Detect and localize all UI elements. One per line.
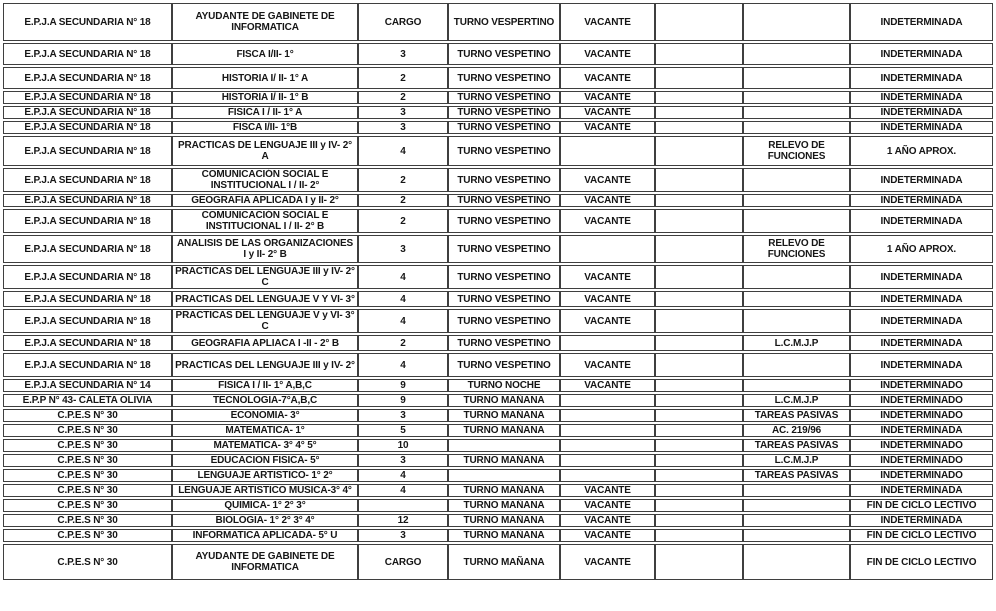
- cell-note: [743, 67, 850, 89]
- table-row: [3, 194, 993, 207]
- cell-subject: EDUCACION FISICA- 5°: [172, 454, 358, 467]
- cell-status: VACANTE: [560, 121, 655, 134]
- cell-shift: [448, 469, 560, 482]
- cell-duration: INDETERMINADA: [850, 209, 993, 233]
- cell-extra: [655, 43, 743, 65]
- cell-positions: 9: [358, 379, 448, 392]
- table-row: [3, 484, 993, 497]
- cell-shift: [448, 439, 560, 452]
- cell-shift: TURNO MAÑANA: [448, 394, 560, 407]
- cell-school: C.P.E.S N° 30: [3, 469, 172, 482]
- cell-school: E.P.J.A SECUNDARIA N° 18: [3, 194, 172, 207]
- cell-positions: 3: [358, 43, 448, 65]
- cell-positions: 3: [358, 106, 448, 119]
- cell-positions: 10: [358, 439, 448, 452]
- cell-note: TAREAS PASIVAS: [743, 409, 850, 422]
- cell-duration: INDETERMINADA: [850, 3, 993, 41]
- table-row: [3, 121, 993, 134]
- cell-extra: [655, 3, 743, 41]
- cell-note: [743, 529, 850, 542]
- cell-school: E.P.J.A SECUNDARIA N° 18: [3, 136, 172, 166]
- cell-positions: [358, 499, 448, 512]
- cell-status: VACANTE: [560, 529, 655, 542]
- cell-note: [743, 121, 850, 134]
- cell-extra: [655, 67, 743, 89]
- cell-shift: TURNO MAÑANA: [448, 499, 560, 512]
- cell-duration: INDETERMINADA: [850, 91, 993, 104]
- cell-extra: [655, 309, 743, 333]
- cell-note: [743, 194, 850, 207]
- cell-school: E.P.J.A SECUNDARIA N° 18: [3, 168, 172, 192]
- cell-duration: INDETERMINADA: [850, 265, 993, 289]
- cell-school: C.P.E.S N° 30: [3, 499, 172, 512]
- cell-subject: PRACTICAS DEL LENGUAJE V Y VI- 3°: [172, 291, 358, 307]
- cell-subject: FISICA I / II- 1° A: [172, 106, 358, 119]
- cell-status: [560, 136, 655, 166]
- cell-extra: [655, 394, 743, 407]
- cell-status: [560, 469, 655, 482]
- cell-duration: FIN DE CICLO LECTIVO: [850, 544, 993, 580]
- cell-status: VACANTE: [560, 194, 655, 207]
- cell-note: L.C.M.J.P: [743, 394, 850, 407]
- cell-note: [743, 499, 850, 512]
- cell-positions: 2: [358, 194, 448, 207]
- cell-school: E.P.J.A SECUNDARIA N° 18: [3, 121, 172, 134]
- table-row: [3, 335, 993, 351]
- cell-school: C.P.E.S N° 30: [3, 439, 172, 452]
- cell-shift: TURNO VESPETINO: [448, 309, 560, 333]
- cell-positions: 3: [358, 409, 448, 422]
- cell-subject: COMUNICACIÓN SOCIAL E INSTITUCIONAL I / II- 2° B: [172, 209, 358, 233]
- cell-shift: TURNO NOCHE: [448, 379, 560, 392]
- cell-extra: [655, 209, 743, 233]
- cell-note: RELEVO DE FUNCIONES: [743, 235, 850, 263]
- cell-duration: INDETERMINADA: [850, 106, 993, 119]
- cell-shift: TURNO MAÑANA: [448, 544, 560, 580]
- cell-shift: TURNO MAÑANA: [448, 454, 560, 467]
- cell-positions: 2: [358, 209, 448, 233]
- table-row: [3, 3, 993, 41]
- cell-school: C.P.E.S N° 30: [3, 544, 172, 580]
- table-row: [3, 409, 993, 422]
- cell-positions: 4: [358, 353, 448, 377]
- cell-subject: GEOGRAFIA APLICADA I y II- 2°: [172, 194, 358, 207]
- cell-positions: 3: [358, 121, 448, 134]
- cell-note: [743, 291, 850, 307]
- cell-school: E.P.J.A SECUNDARIA N° 18: [3, 43, 172, 65]
- cell-note: [743, 3, 850, 41]
- cell-extra: [655, 424, 743, 437]
- cell-duration: INDETERMINADA: [850, 67, 993, 89]
- table-row: [3, 544, 993, 580]
- cell-positions: 4: [358, 309, 448, 333]
- cell-extra: [655, 106, 743, 119]
- cell-duration: INDETERMINADO: [850, 439, 993, 452]
- cell-positions: 4: [358, 291, 448, 307]
- table-row: [3, 106, 993, 119]
- cell-status: VACANTE: [560, 43, 655, 65]
- cell-duration: INDETERMINADA: [850, 309, 993, 333]
- vacancy-table: [3, 1, 993, 582]
- cell-positions: 12: [358, 514, 448, 527]
- cell-extra: [655, 353, 743, 377]
- cell-duration: INDETERMINADO: [850, 394, 993, 407]
- cell-subject: PRACTICAS DEL LENGUAJE V y VI- 3° C: [172, 309, 358, 333]
- cell-positions: CARGO: [358, 544, 448, 580]
- cell-extra: [655, 454, 743, 467]
- cell-status: VACANTE: [560, 106, 655, 119]
- cell-school: C.P.E.S N° 30: [3, 424, 172, 437]
- cell-duration: FIN DE CICLO LECTIVO: [850, 529, 993, 542]
- cell-subject: QUIMICA- 1° 2° 3°: [172, 499, 358, 512]
- cell-duration: INDETERMINADA: [850, 168, 993, 192]
- cell-extra: [655, 265, 743, 289]
- cell-subject: HISTORIA I/ II- 1° B: [172, 91, 358, 104]
- cell-shift: TURNO VESPETINO: [448, 194, 560, 207]
- cell-note: L.C.M.J.P: [743, 335, 850, 351]
- cell-school: E.P.J.A SECUNDARIA N° 18: [3, 106, 172, 119]
- table-row: [3, 394, 993, 407]
- cell-positions: CARGO: [358, 3, 448, 41]
- cell-school: E.P.J.A SECUNDARIA N° 18: [3, 265, 172, 289]
- cell-subject: TECNOLOGIA-7°A,B,C: [172, 394, 358, 407]
- cell-school: C.P.E.S N° 30: [3, 484, 172, 497]
- cell-status: [560, 235, 655, 263]
- cell-note: [743, 106, 850, 119]
- cell-school: E.P.J.A SECUNDARIA N° 14: [3, 379, 172, 392]
- cell-subject: INFORMATICA APLICADA- 5° U: [172, 529, 358, 542]
- cell-status: VACANTE: [560, 291, 655, 307]
- cell-note: [743, 209, 850, 233]
- cell-status: VACANTE: [560, 353, 655, 377]
- cell-status: VACANTE: [560, 309, 655, 333]
- cell-shift: TURNO MAÑANA: [448, 484, 560, 497]
- cell-positions: 2: [358, 335, 448, 351]
- cell-shift: TURNO VESPETINO: [448, 291, 560, 307]
- cell-extra: [655, 136, 743, 166]
- cell-status: VACANTE: [560, 514, 655, 527]
- cell-school: E.P.J.A SECUNDARIA N° 18: [3, 91, 172, 104]
- cell-shift: TURNO VESPETINO: [448, 235, 560, 263]
- cell-duration: 1 AÑO APROX.: [850, 235, 993, 263]
- cell-note: [743, 484, 850, 497]
- cell-subject: HISTORIA I/ II- 1° A: [172, 67, 358, 89]
- cell-shift: TURNO MAÑANA: [448, 409, 560, 422]
- cell-duration: INDETERMINADA: [850, 43, 993, 65]
- table-row: [3, 209, 993, 233]
- cell-note: [743, 353, 850, 377]
- cell-school: E.P.J.A SECUNDARIA N° 18: [3, 353, 172, 377]
- cell-subject: PRACTICAS DE LENGUAJE III y IV- 2° A: [172, 136, 358, 166]
- cell-subject: MATEMATICA- 3° 4° 5°: [172, 439, 358, 452]
- cell-note: [743, 168, 850, 192]
- cell-positions: 4: [358, 484, 448, 497]
- table-row: [3, 136, 993, 166]
- cell-extra: [655, 529, 743, 542]
- table-row: [3, 265, 993, 289]
- table-row: [3, 529, 993, 542]
- cell-note: [743, 544, 850, 580]
- cell-duration: 1 AÑO APROX.: [850, 136, 993, 166]
- cell-shift: TURNO MAÑANA: [448, 424, 560, 437]
- cell-duration: INDETERMINADA: [850, 484, 993, 497]
- cell-shift: TURNO VESPETINO: [448, 106, 560, 119]
- cell-duration: INDETERMINADA: [850, 353, 993, 377]
- cell-note: RELEVO DE FUNCIONES: [743, 136, 850, 166]
- table-row: [3, 43, 993, 65]
- cell-duration: INDETERMINADA: [850, 291, 993, 307]
- cell-status: VACANTE: [560, 3, 655, 41]
- cell-school: E.P.P N° 43- CALETA OLIVIA: [3, 394, 172, 407]
- cell-note: [743, 43, 850, 65]
- cell-extra: [655, 291, 743, 307]
- cell-note: TAREAS PASIVAS: [743, 469, 850, 482]
- cell-shift: TURNO MAÑANA: [448, 514, 560, 527]
- cell-status: VACANTE: [560, 544, 655, 580]
- cell-subject: COMUNICACIÓN SOCIAL E INSTITUCIONAL I / II- 2°: [172, 168, 358, 192]
- cell-status: VACANTE: [560, 91, 655, 104]
- cell-school: E.P.J.A SECUNDARIA N° 18: [3, 209, 172, 233]
- cell-extra: [655, 409, 743, 422]
- cell-extra: [655, 168, 743, 192]
- cell-extra: [655, 544, 743, 580]
- cell-note: L.C.M.J.P: [743, 454, 850, 467]
- cell-positions: 4: [358, 265, 448, 289]
- table-row: [3, 91, 993, 104]
- cell-subject: FISICA I / II- 1° A,B,C: [172, 379, 358, 392]
- cell-school: E.P.J.A SECUNDARIA N° 18: [3, 335, 172, 351]
- cell-duration: INDETERMINADA: [850, 194, 993, 207]
- cell-status: VACANTE: [560, 379, 655, 392]
- cell-school: E.P.J.A SECUNDARIA N° 18: [3, 67, 172, 89]
- cell-duration: INDETERMINADO: [850, 379, 993, 392]
- cell-status: [560, 335, 655, 351]
- cell-subject: ECONOMIA- 3°: [172, 409, 358, 422]
- cell-extra: [655, 335, 743, 351]
- cell-extra: [655, 439, 743, 452]
- cell-shift: TURNO VESPETINO: [448, 121, 560, 134]
- cell-status: [560, 424, 655, 437]
- cell-note: AC. 219/96: [743, 424, 850, 437]
- cell-status: VACANTE: [560, 67, 655, 89]
- cell-extra: [655, 379, 743, 392]
- cell-status: VACANTE: [560, 484, 655, 497]
- cell-positions: 5: [358, 424, 448, 437]
- cell-positions: 4: [358, 469, 448, 482]
- cell-extra: [655, 121, 743, 134]
- cell-extra: [655, 194, 743, 207]
- cell-status: VACANTE: [560, 499, 655, 512]
- cell-duration: INDETERMINADA: [850, 514, 993, 527]
- cell-shift: TURNO VESPERTINO: [448, 3, 560, 41]
- cell-shift: TURNO VESPETINO: [448, 168, 560, 192]
- table-row: [3, 439, 993, 452]
- cell-shift: TURNO VESPETINO: [448, 91, 560, 104]
- cell-shift: TURNO VESPETINO: [448, 265, 560, 289]
- cell-subject: PRACTICAS DEL LENGUAJE III y IV- 2°: [172, 353, 358, 377]
- cell-subject: LENGUAJE ARTISTICO MUSICA-3° 4°: [172, 484, 358, 497]
- cell-note: [743, 379, 850, 392]
- cell-status: [560, 394, 655, 407]
- cell-subject: FISCA I/II- 1°: [172, 43, 358, 65]
- cell-shift: TURNO VESPETINO: [448, 67, 560, 89]
- cell-shift: TURNO VESPETINO: [448, 335, 560, 351]
- cell-extra: [655, 514, 743, 527]
- cell-note: [743, 265, 850, 289]
- cell-subject: LENGUAJE ARTISTICO- 1° 2°: [172, 469, 358, 482]
- table-row: [3, 514, 993, 527]
- cell-shift: TURNO VESPETINO: [448, 353, 560, 377]
- cell-subject: FISCA I/II- 1°B: [172, 121, 358, 134]
- cell-duration: INDETERMINADO: [850, 454, 993, 467]
- cell-duration: FIN DE CICLO LECTIVO: [850, 499, 993, 512]
- cell-status: [560, 409, 655, 422]
- cell-extra: [655, 235, 743, 263]
- cell-school: E.P.J.A SECUNDARIA N° 18: [3, 309, 172, 333]
- vacancy-table-body: [3, 3, 993, 580]
- cell-note: TAREAS PASIVAS: [743, 439, 850, 452]
- cell-status: VACANTE: [560, 265, 655, 289]
- cell-note: [743, 91, 850, 104]
- table-row: [3, 309, 993, 333]
- cell-school: C.P.E.S N° 30: [3, 529, 172, 542]
- cell-positions: 3: [358, 454, 448, 467]
- table-row: [3, 235, 993, 263]
- cell-school: E.P.J.A SECUNDARIA N° 18: [3, 235, 172, 263]
- cell-duration: INDETERMINADA: [850, 424, 993, 437]
- cell-subject: ANALISIS DE LAS ORGANIZACIONES I y II- 2° B: [172, 235, 358, 263]
- table-row: [3, 353, 993, 377]
- table-row: [3, 499, 993, 512]
- cell-positions: 2: [358, 67, 448, 89]
- cell-status: [560, 454, 655, 467]
- cell-status: VACANTE: [560, 209, 655, 233]
- cell-extra: [655, 484, 743, 497]
- cell-school: C.P.E.S N° 30: [3, 514, 172, 527]
- table-row: [3, 291, 993, 307]
- cell-note: [743, 309, 850, 333]
- cell-status: [560, 439, 655, 452]
- document-page: [0, 1, 996, 611]
- cell-extra: [655, 499, 743, 512]
- cell-positions: 9: [358, 394, 448, 407]
- cell-school: C.P.E.S N° 30: [3, 409, 172, 422]
- cell-duration: INDETERMINADO: [850, 469, 993, 482]
- cell-positions: 3: [358, 529, 448, 542]
- cell-subject: PRACTICAS DEL LENGUAJE III y IV- 2° C: [172, 265, 358, 289]
- cell-duration: INDETERMINADA: [850, 335, 993, 351]
- cell-shift: TURNO MAÑANA: [448, 529, 560, 542]
- cell-subject: GEOGRAFIA APLIACA I -II - 2° B: [172, 335, 358, 351]
- table-row: [3, 469, 993, 482]
- cell-positions: 2: [358, 91, 448, 104]
- cell-subject: MATEMATICA- 1°: [172, 424, 358, 437]
- cell-positions: 2: [358, 168, 448, 192]
- table-row: [3, 168, 993, 192]
- cell-duration: INDETERMINADO: [850, 409, 993, 422]
- cell-note: [743, 514, 850, 527]
- cell-positions: 4: [358, 136, 448, 166]
- cell-school: E.P.J.A SECUNDARIA N° 18: [3, 291, 172, 307]
- cell-status: VACANTE: [560, 168, 655, 192]
- cell-subject: AYUDANTE DE GABINETE DE INFORMATICA: [172, 544, 358, 580]
- table-row: [3, 67, 993, 89]
- cell-extra: [655, 91, 743, 104]
- cell-school: E.P.J.A SECUNDARIA N° 18: [3, 3, 172, 41]
- table-row: [3, 379, 993, 392]
- cell-shift: TURNO VESPETINO: [448, 209, 560, 233]
- table-row: [3, 424, 993, 437]
- cell-duration: INDETERMINADA: [850, 121, 993, 134]
- cell-shift: TURNO VESPETINO: [448, 136, 560, 166]
- table-row: [3, 454, 993, 467]
- cell-extra: [655, 469, 743, 482]
- cell-subject: AYUDANTE DE GABINETE DE INFORMATICA: [172, 3, 358, 41]
- cell-school: C.P.E.S N° 30: [3, 454, 172, 467]
- cell-positions: 3: [358, 235, 448, 263]
- cell-shift: TURNO VESPETINO: [448, 43, 560, 65]
- cell-subject: BIOLOGIA- 1° 2° 3° 4°: [172, 514, 358, 527]
